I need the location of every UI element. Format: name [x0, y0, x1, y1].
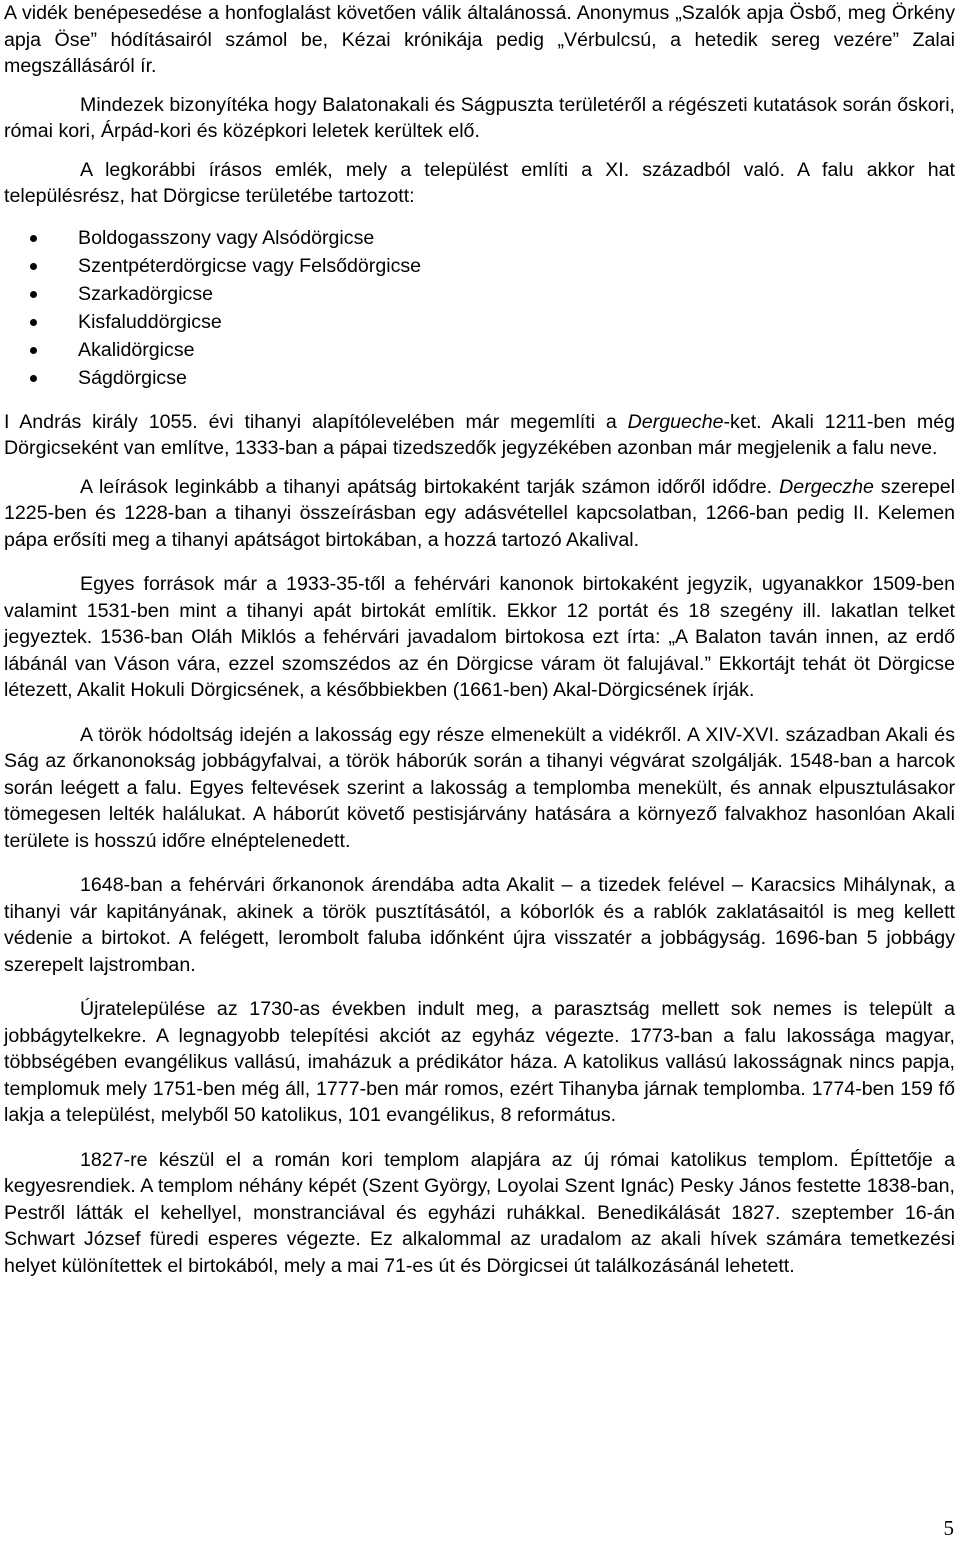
paragraph-sources: Egyes források már a 1933-35-től a fehérvári kanonok birtokaként jegyzik, ugyanakkor 1509-ben valamint 1531-ben mint a tihanyi apát birtokát említik. Ekkor 12 portát és 18 szegény ill. lakatlan telket jegyeztek. 1536-ban Oláh Miklós a fehérvári javadalom birtokosa ezt írta: „A Balaton taván innen, az erdő lábánál van Váson vára, ezzel szomszédos az én Dörgicse váram öt falujával.” Ekkortájt tehát öt Dörgicse létezett, Akalit Hokuli Dörgicsének, a későbbiekben (1661-ben) Akal-Dörgicsének írják.	[4, 573, 955, 702]
bullet-icon	[30, 235, 37, 242]
emphasis-dergueche: Dergueche	[627, 410, 724, 433]
list-item: Szarkadörgicse	[4, 280, 955, 308]
bullet-list-settlement-parts	[4, 224, 955, 393]
document-page	[4, 0, 955, 1279]
emphasis-dergeczhe: Dergeczhe	[779, 475, 874, 498]
bullet-icon	[30, 319, 37, 326]
bullet-icon	[30, 291, 37, 298]
paragraph-church-1827: 1827-re készül el a román kori templom alapjára az új római katolikus templom. Építtetője a kegyesrendiek. A templom néhány képét (Szent György, Loyolai Szent Ignác) Pesky János festette 1838-ban, Pestről látták el kehellyel, monstranciával és egyházi ruhákkal. Benedikálását 1827. szeptember 16-án Schwart József füredi esperes végezte. Ez alkalommal az uradalom az akali hívek számára temetkezési helyet különítettek el birtokából, mely a mai 71-es út és Dörgicsei út találkozásánál lehetett.	[4, 1148, 955, 1277]
list-item: Akalidörgicse	[4, 336, 955, 364]
paragraph-settlement: A vidék benépesedése a honfoglalást követően válik általánossá. Anonymus „Szalók apja Ösbő, meg Örkény apja Öse” hódításairól számol be, Kézai krónikája pedig „Vérbulcsú, a hetedik sereg vezére” Zalai megszállásáról ír.	[4, 2, 955, 77]
list-item: Boldogasszony vagy Alsódörgicse	[4, 224, 955, 252]
list-item: Ságdörgicse	[4, 364, 955, 392]
page-number: 5	[943, 1516, 954, 1540]
paragraph-tihany-abbey: A leírások leginkább a tihanyi apátság birtokaként tarják számon időről idődre. Dergeczhe szerepel 1225-ben és 1228-ban a tihanyi összeírásban egy adásvétellel kapcsolatban, 1266-ban pedig II. Kelemen pápa erősíti meg a tihanyi apátságot birtokában, a hozzá tartozó Akalival.	[4, 475, 955, 551]
bullet-icon	[30, 375, 37, 382]
paragraph-earliest-record: A legkorábbi írásos emlék, mely a települést említi a XI. századból való. A falu akkor hat településrész, hat Dörgicse területébe tartozott:	[4, 158, 955, 207]
paragraph-resettlement: Újratelepülése az 1730-as években indult meg, a parasztság mellett sok nemes is települt a jobbágytelkekre. A legnagyobb telepítési akciót az egyház végezte. 1773-ban a falu lakossága magyar, többségében evangélikus vallású, imaházuk a prédikátor háza. A katolikus vallású lakosságnak nincs papja, templomuk mely 1751-ben még áll, 1777-ben már romos, ezért Tihanyba járnak templomba. 1774-ben 159 fő lakja a települést, melyből 50 katolikus, 101 evangélikus, 8 református.	[4, 998, 955, 1127]
paragraph-archaeology: Mindezek bizonyítéka hogy Balatonakali és Ságpuszta területéről a régészeti kutatások során őskori, római kori, Árpád-kori és középkori leletek kerültek elő.	[4, 93, 955, 142]
paragraph-1648: 1648-ban a fehérvári őrkanonok árendába adta Akalit – a tizedek felével – Karacsics Mihálynak, a tihanyi vár kapitányának, akinek a török pusztításától, a kóborlók és a rablók zaklatásaitól is meg kellett védenie a birtokot. A felégett, lerombolt faluba időnként újra visszatér a jobbágyság. 1696-ban 5 jobbágy szerepelt lajstromban.	[4, 874, 955, 976]
list-item: Kisfaluddörgicse	[4, 308, 955, 336]
paragraph-andras-charter: I András király 1055. évi tihanyi alapítólevelében már megemlíti a Dergueche-ket. Akali 1211-ben még Dörgicseként van említve, 1333-ban a pápai tizedszedők jegyzékében azonban már megjelenik a falu neve.	[4, 410, 955, 460]
paragraph-ottoman-era: A török hódoltság idején a lakosság egy része elmenekült a vidékről. A XIV-XVI. században Akali és Ság az őrkanonokság jobbágyfalvai, a török háborúk során a tihanyi végvárat szolgálják. 1548-ban a harcok során leégett a falu. Egyes feltevések szerint a lakosság a templomba menekült, és annak elpusztulásakor tömegesen lelték halálukat. A háborút követő pestisjárvány hatására a környező falvakhoz hasonlóan Akali területe is hosszú időre elnéptelenedett.	[4, 723, 955, 852]
bullet-icon	[30, 347, 37, 354]
bullet-icon	[30, 263, 37, 270]
list-item: Szentpéterdörgicse vagy Felsődörgicse	[4, 252, 955, 280]
